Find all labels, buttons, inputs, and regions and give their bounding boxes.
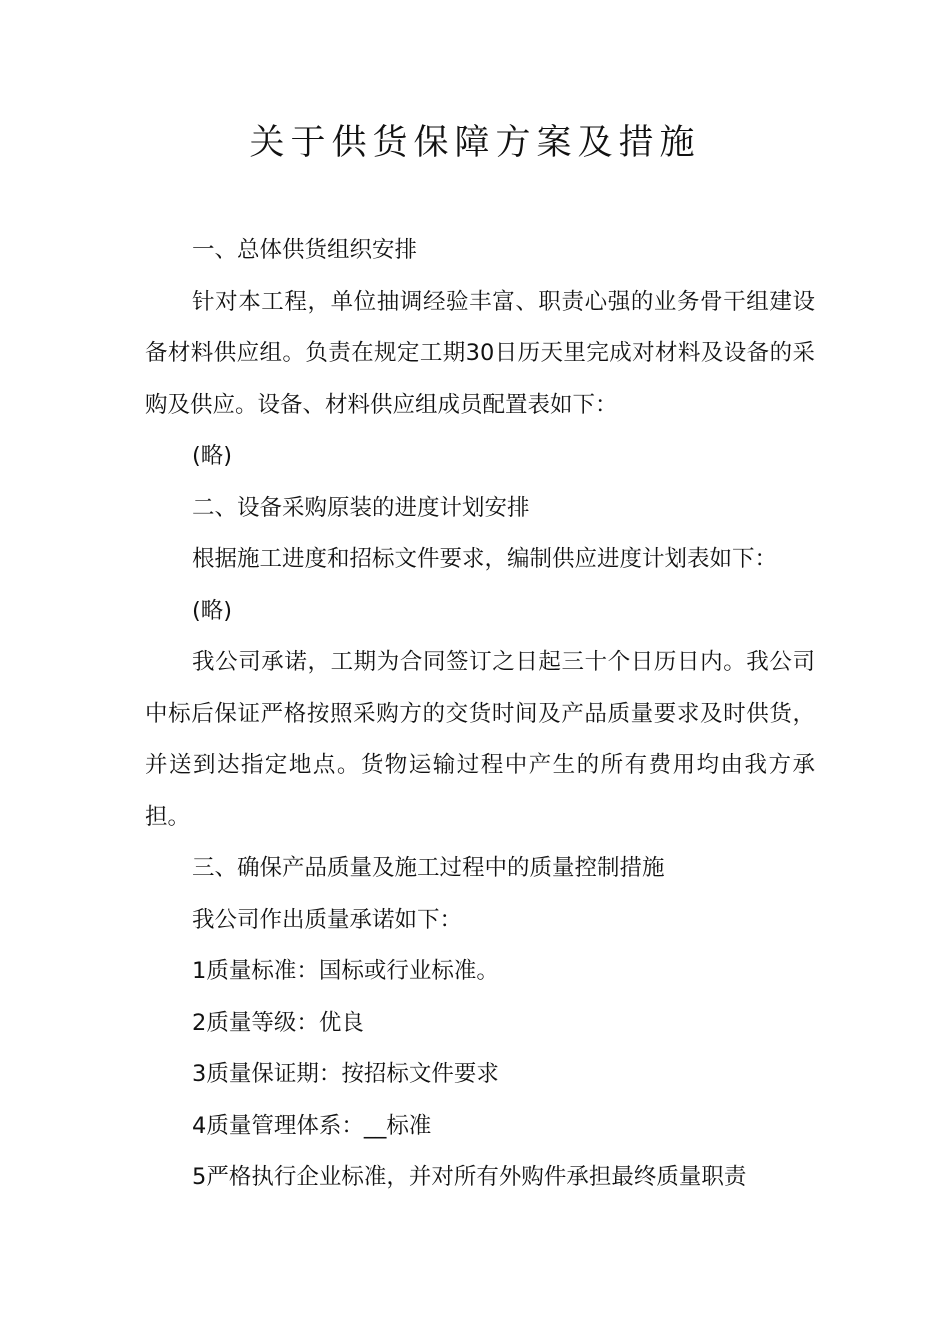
list-item: 3质量保证期：按招标文件要求 [192,1061,499,1087]
omitted-note: (略) [192,597,233,624]
body-paragraph: 针对本工程，单位抽调经验丰富、职责心强的业务骨干组建设备材料供应组。负责在规定工期30日历天里完成对材料及设备的采购及供应。设备、材料供应组成员配置表如下： [145,288,815,418]
section-heading-2: 二、设备采购原装的进度计划安排 [192,494,530,521]
list-item: 1质量标准：国标或行业标准。 [192,958,499,984]
section-heading-3: 三、确保产品质量及施工过程中的质量控制措施 [192,855,665,881]
section-heading-1: 一、总体供货组织安排 [192,237,418,263]
body-paragraph: 我公司承诺，工期为合同签订之日起三十个日历日内。我公司中标后保证严格按照采购方的交货时间及产品质量要求及时供货，并送到达指定地点。货物运输过程中产生的所有费用均由我方承担。 [145,649,815,830]
list-item: 5严格执行企业标准，并对所有外购件承担最终质量职责 [192,1164,747,1190]
body-paragraph: 我公司作出质量承诺如下： [192,906,463,933]
omitted-note: (略) [192,443,233,469]
list-item: 2质量等级：优良 [192,1009,364,1036]
body-paragraph: 根据施工进度和招标文件要求，编制供应进度计划表如下： [192,546,778,572]
document-body [145,225,815,1204]
list-item: 4质量管理体系：__标准 [192,1112,432,1139]
document-title: 关于供货保障方案及措施 [249,123,701,163]
